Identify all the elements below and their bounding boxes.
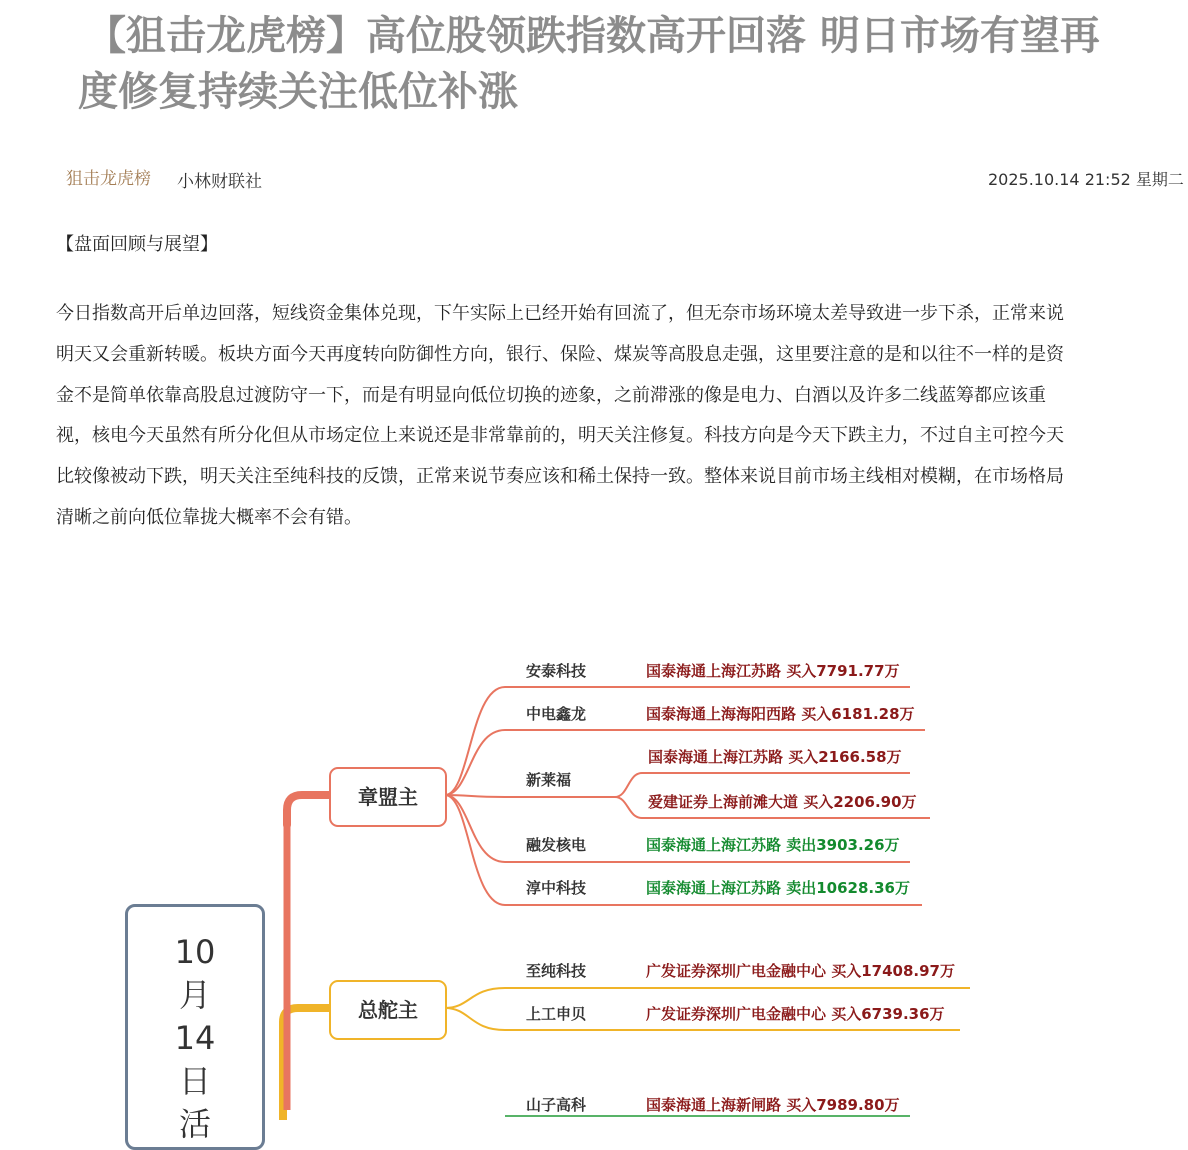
deal-record: 国泰海通上海江苏路 买入2166.58万 [648, 748, 902, 766]
paragraph-line: 今日指数高开后单边回落，短线资金集体兑现，下午实际上已经开始有回流了，但无奈市场环境太差导致进一步下杀，正常来说 [56, 303, 1064, 324]
stock-name: 中电鑫龙 [526, 705, 587, 723]
article-title [78, 8, 1188, 120]
paragraph-line: 清晰之前向低位靠拢大概率不会有错。 [56, 506, 362, 528]
deal-record: 国泰海通上海海阳西路 买入6181.28万 [646, 705, 915, 723]
author-name: 小林财联社 [177, 172, 262, 192]
deal-record: 广发证券深圳广电金融中心 买入17408.97万 [646, 962, 955, 980]
article-title-line-2: 度修复持续关注低位补涨 [78, 69, 518, 115]
stock-name: 淳中科技 [526, 879, 587, 897]
date-node [125, 904, 265, 1150]
deal-record: 国泰海通上海江苏路 卖出10628.36万 [646, 879, 910, 897]
deal-record: 国泰海通上海新闸路 买入7989.80万 [646, 1096, 900, 1114]
article-paragraph [56, 294, 1188, 539]
article-title-line-1: 【狙击龙虎榜】高位股领跌指数高开回落 明日市场有望再 [86, 13, 1100, 59]
deal-record: 国泰海通上海江苏路 买入7791.77万 [646, 662, 900, 680]
publish-datetime: 2025.10.14 21:52 星期二 [988, 170, 1184, 189]
column-tag-link[interactable]: 狙击龙虎榜 [66, 169, 151, 189]
stock-name: 新莱福 [526, 771, 572, 789]
stock-name: 融发核电 [526, 836, 587, 854]
date-node-label: 10 月 14 日 活 [174, 933, 216, 1143]
deal-record: 广发证券深圳广电金融中心 买入6739.36万 [646, 1005, 945, 1023]
trading-mindmap-image [0, 640, 1188, 1143]
paragraph-line: 视，核电今天虽然有所分化但从市场定位上来说还是非常靠前的，明天关注修复。科技方向是今天下跌主力，不过自主可控今天 [56, 425, 1064, 447]
deal-record: 国泰海通上海江苏路 卖出3903.26万 [646, 836, 900, 854]
category-node-zhang: 章盟主 [329, 767, 447, 827]
paragraph-line: 明天又会重新转暖。板块方面今天再度转向防御性方向，银行、保险、煤炭等高股息走强，这里要注意的是和以往不一样的是资 [56, 343, 1064, 365]
paragraph-line: 比较像被动下跌，明天关注至纯科技的反馈，正常来说节奏应该和稀土保持一致。整体来说目前市场主线相对模糊，在市场格局 [56, 466, 1064, 488]
stock-name: 山子高科 [526, 1096, 587, 1114]
section-heading: 【盘面回顾与展望】 [56, 234, 218, 255]
paragraph-line: 金不是简单依靠高股息过渡防守一下，而是有明显向低位切换的迹象，之前滞涨的像是电力、白酒以及许多二线蓝筹都应该重 [56, 384, 1046, 406]
stock-name: 安泰科技 [526, 662, 587, 680]
trunk-red [287, 795, 329, 825]
category-node-zongduo: 总舵主 [329, 980, 447, 1040]
stock-name: 至纯科技 [526, 962, 587, 980]
deal-record: 爱建证券上海前滩大道 买入2206.90万 [648, 793, 917, 811]
stock-name: 上工申贝 [526, 1005, 587, 1023]
